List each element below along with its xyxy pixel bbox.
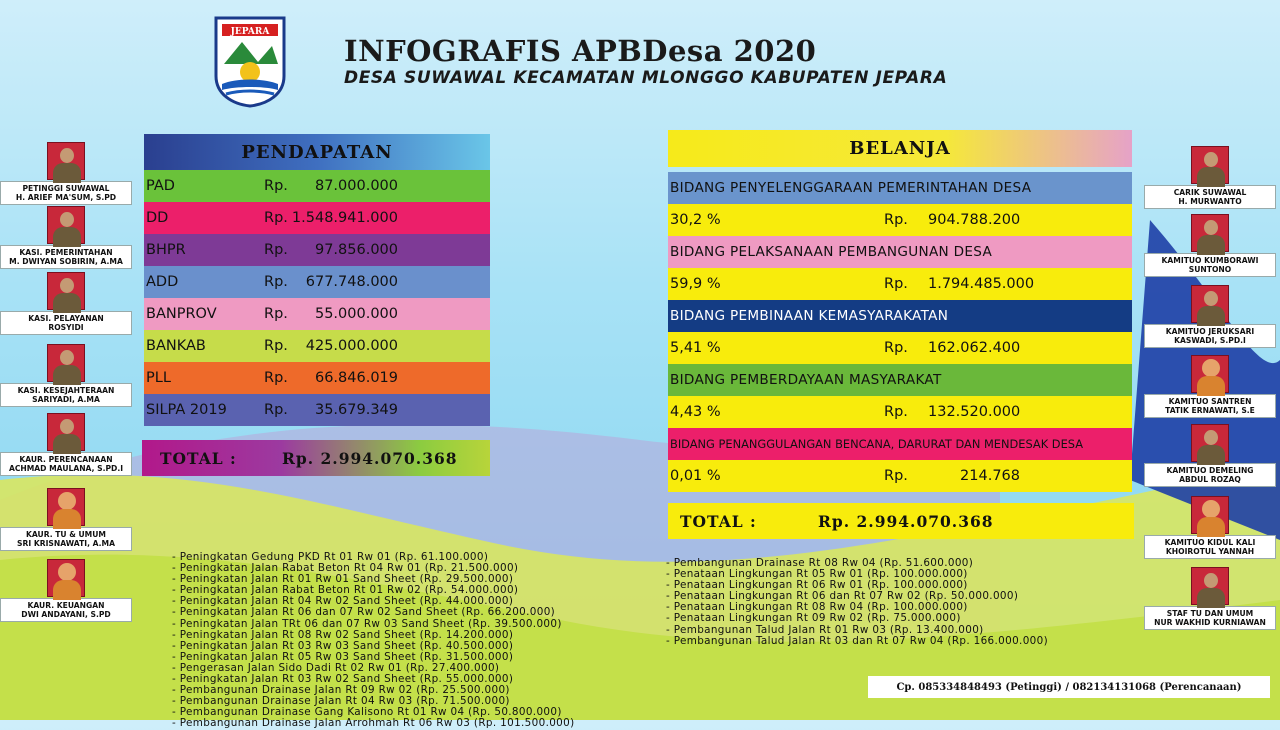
staff-photo bbox=[47, 344, 85, 382]
project-item: - Pembangunan Drainase Jalan Rt 04 Rw 03 (Rp. 71.500.000) bbox=[172, 695, 510, 708]
belanja-currency: Rp. bbox=[884, 340, 908, 356]
staff-name: SRI KRISNAWATI, A.MA bbox=[17, 539, 115, 548]
pendapatan-currency: Rp. bbox=[264, 402, 288, 418]
staff-name: SUNTONO bbox=[1188, 265, 1232, 274]
pendapatan-amount: 87.000.000 bbox=[314, 178, 398, 194]
pendapatan-amount: 1.548.941.000 bbox=[291, 210, 398, 226]
project-item: - Pengerasan Jalan Sido Dadi Rt 02 Rw 01 (Rp. 27.400.000) bbox=[172, 661, 500, 674]
staff-photo bbox=[47, 142, 85, 180]
staff-name: H. ARIEF MA'SUM, S.PD bbox=[15, 193, 117, 202]
staff-card bbox=[1144, 567, 1276, 630]
page-title: INFOGRAFIS APBDesa 2020 bbox=[344, 34, 817, 68]
belanja-value-row bbox=[668, 332, 1132, 364]
staff-position: KAMITUO KIDUL KALI bbox=[1164, 538, 1256, 547]
staff-photo bbox=[1191, 214, 1229, 252]
staff-photo bbox=[47, 488, 85, 526]
photo-head bbox=[60, 278, 74, 293]
pendapatan-amount: 35.679.349 bbox=[314, 402, 398, 418]
photo-body bbox=[53, 293, 81, 313]
pendapatan-source: PLL bbox=[146, 370, 171, 386]
photo-head bbox=[58, 563, 76, 581]
staff-nameplate bbox=[0, 527, 132, 551]
project-item: - Pembangunan Drainase Jalan Rt 09 Rw 02 (Rp. 25.500.000) bbox=[172, 684, 510, 697]
project-item: - Pembangunan Talud Jalan Rt 01 Rw 03 (Rp. 13.400.000) bbox=[666, 623, 984, 636]
photo-head bbox=[1204, 430, 1218, 445]
staff-position: KAMITUO JERUKSARI bbox=[1165, 327, 1255, 336]
photo-head bbox=[58, 492, 76, 510]
staff-card bbox=[0, 559, 132, 622]
project-item: - Pembangunan Talud Jalan Rt 03 dan Rt 07 Rw 04 (Rp. 166.000.000) bbox=[666, 634, 1048, 647]
photo-head bbox=[60, 419, 74, 434]
belanja-heading: BELANJA bbox=[668, 130, 1132, 167]
project-item: - Peningkatan Jalan Rt 01 Rw 01 Sand Sheet (Rp. 29.500.000) bbox=[172, 573, 514, 586]
staff-photo bbox=[1191, 355, 1229, 393]
belanja-category: BIDANG PEMBERDAYAAN MASYARAKAT bbox=[668, 364, 1132, 396]
pendapatan-currency: Rp. bbox=[264, 242, 288, 258]
staff-nameplate bbox=[0, 311, 132, 335]
belanja-value-row bbox=[668, 268, 1132, 300]
pendapatan-currency: Rp. bbox=[264, 306, 288, 322]
photo-body bbox=[1197, 235, 1225, 255]
staff-card bbox=[0, 206, 132, 269]
staff-name: NUR WAKHID KURNIAWAN bbox=[1154, 618, 1266, 627]
staff-photo bbox=[1191, 424, 1229, 462]
pendapatan-row bbox=[144, 202, 490, 234]
belanja-amount: 214.768 bbox=[960, 468, 1020, 484]
staff-card bbox=[1144, 496, 1276, 559]
project-item: - Peningkatan Jalan Rt 06 dan 07 Rw 02 Sand Sheet (Rp. 66.200.000) bbox=[172, 606, 556, 619]
projects-list-left bbox=[172, 552, 575, 730]
project-item: - Peningkatan Jalan Rabat Beton Rt 01 Rw 02 (Rp. 54.000.000) bbox=[172, 584, 519, 597]
staff-card bbox=[0, 272, 132, 335]
staff-card bbox=[0, 344, 132, 407]
pendapatan-row bbox=[144, 394, 490, 426]
photo-head bbox=[1204, 152, 1218, 167]
pendapatan-row bbox=[144, 234, 490, 266]
staff-nameplate bbox=[1144, 253, 1276, 277]
photo-body bbox=[1197, 376, 1225, 396]
belanja-category: BIDANG PENYELENGGARAAN PEMERINTAHAN DESA bbox=[668, 172, 1132, 204]
staff-photo bbox=[1191, 146, 1229, 184]
belanja-percent: 0,01 % bbox=[670, 468, 721, 484]
pendapatan-row bbox=[144, 298, 490, 330]
staff-card bbox=[1144, 285, 1276, 348]
staff-photo bbox=[1191, 285, 1229, 323]
jepara-logo-icon bbox=[212, 14, 288, 108]
staff-photo bbox=[1191, 567, 1229, 605]
project-item: - Peningkatan Jalan Rt 05 Rw 03 Sand Sheet (Rp. 31.500.000) bbox=[172, 650, 514, 663]
staff-name: ABDUL ROZAQ bbox=[1179, 475, 1241, 484]
belanja-total bbox=[668, 503, 1134, 539]
logo-text: JEPARA bbox=[230, 27, 270, 37]
staff-photo bbox=[47, 272, 85, 310]
belanja-amount: 904.788.200 bbox=[928, 212, 1021, 228]
pendapatan-source: BANPROV bbox=[146, 306, 217, 322]
project-item: - Pembangunan Drainase Gang Kalisono Rt 01 Rw 04 (Rp. 50.800.000) bbox=[172, 706, 562, 719]
pendapatan-row bbox=[144, 170, 490, 202]
project-item: - Peningkatan Jalan Rt 03 Rw 02 Sand Sheet (Rp. 55.000.000) bbox=[172, 673, 514, 686]
photo-body bbox=[1197, 588, 1225, 608]
belanja-percent: 4,43 % bbox=[670, 404, 721, 420]
staff-name: ACHMAD MAULANA, S.PD.I bbox=[8, 464, 124, 473]
belanja-percent: 5,41 % bbox=[670, 340, 721, 356]
staff-position: KASI. PELAYANAN bbox=[28, 314, 104, 323]
photo-head bbox=[60, 148, 74, 163]
page-subtitle: DESA SUWAWAL KECAMATAN MLONGGO KABUPATEN JEPARA bbox=[344, 68, 948, 88]
photo-body bbox=[53, 509, 81, 529]
staff-name: KHOIROTUL YANNAH bbox=[1165, 547, 1255, 556]
photo-body bbox=[1197, 517, 1225, 537]
pendapatan-amount: 425.000.000 bbox=[305, 338, 398, 354]
project-item: - Penataan Lingkungan Rt 08 Rw 04 (Rp. 100.000.000) bbox=[666, 601, 968, 614]
photo-body bbox=[1197, 306, 1225, 326]
belanja-value-row bbox=[668, 460, 1132, 492]
project-item: - Penataan Lingkungan Rt 05 Rw 01 (Rp. 100.000.000) bbox=[666, 568, 968, 581]
staff-name: KASWADI, S.PD.I bbox=[1174, 336, 1246, 345]
staff-nameplate bbox=[1144, 535, 1276, 559]
staff-position: KAMITUO SANTREN bbox=[1168, 397, 1252, 406]
pendapatan-source: SILPA 2019 bbox=[146, 402, 227, 418]
pendapatan-amount: 677.748.000 bbox=[305, 274, 398, 290]
staff-position: KASI. PEMERINTAHAN bbox=[19, 248, 113, 257]
pendapatan-row bbox=[144, 266, 490, 298]
staff-nameplate bbox=[1144, 606, 1276, 630]
project-item: - Penataan Lingkungan Rt 06 dan Rt 07 Rw 02 (Rp. 50.000.000) bbox=[666, 590, 1019, 603]
belanja-category: BIDANG PELAKSANAAN PEMBANGUNAN DESA bbox=[668, 236, 1132, 268]
staff-name: DWI ANDAYANI, S.PD bbox=[21, 610, 111, 619]
staff-nameplate bbox=[1144, 394, 1276, 418]
belanja-category: BIDANG PEMBINAAN KEMASYARAKATAN bbox=[668, 300, 1132, 332]
belanja-amount: 162.062.400 bbox=[928, 340, 1021, 356]
belanja-currency: Rp. bbox=[884, 468, 908, 484]
project-item: - Pembangunan Drainase Rt 08 Rw 04 (Rp. 51.600.000) bbox=[666, 557, 974, 569]
photo-head bbox=[60, 350, 74, 365]
photo-body bbox=[53, 434, 81, 454]
pendapatan-row bbox=[144, 330, 490, 362]
project-item: - Peningkatan Jalan Rt 03 Rw 03 Sand Sheet (Rp. 40.500.000) bbox=[172, 639, 514, 652]
photo-head bbox=[1202, 500, 1220, 518]
staff-position: STAF TU DAN UMUM bbox=[1166, 609, 1254, 618]
pendapatan-total-label: TOTAL : bbox=[160, 448, 237, 468]
photo-head bbox=[1204, 573, 1218, 588]
belanja-value-row bbox=[668, 204, 1132, 236]
pendapatan-currency: Rp. bbox=[264, 370, 288, 386]
contact-bar: Cp. 085334848493 (Petinggi) / 082134131068 (Perencanaan) bbox=[868, 676, 1270, 698]
pendapatan-source: BHPR bbox=[146, 242, 186, 258]
staff-position: KAUR. PERENCANAAN bbox=[19, 455, 113, 464]
pendapatan-total bbox=[142, 440, 490, 476]
pendapatan-currency: Rp. bbox=[264, 178, 288, 194]
staff-position: KAMITUO DEMELING bbox=[1166, 466, 1254, 475]
belanja-table bbox=[668, 130, 1132, 492]
pendapatan-source: BANKAB bbox=[146, 338, 206, 354]
staff-nameplate bbox=[1144, 185, 1276, 209]
pendapatan-row bbox=[144, 362, 490, 394]
photo-body bbox=[53, 227, 81, 247]
staff-card bbox=[1144, 355, 1276, 418]
photo-head bbox=[60, 212, 74, 227]
pendapatan-amount: 66.846.019 bbox=[314, 370, 398, 386]
staff-nameplate bbox=[0, 598, 132, 622]
staff-name: SARIYADI, A.MA bbox=[32, 395, 100, 404]
staff-position: KAUR. TU & UMUM bbox=[26, 530, 106, 539]
staff-position: KAMITUO KUMBORAWI bbox=[1161, 256, 1259, 265]
staff-nameplate bbox=[1144, 324, 1276, 348]
pendapatan-source: PAD bbox=[146, 178, 175, 194]
staff-nameplate bbox=[1144, 463, 1276, 487]
belanja-currency: Rp. bbox=[884, 212, 908, 228]
project-item: - Penataan Lingkungan Rt 06 Rw 01 (Rp. 100.000.000) bbox=[666, 579, 968, 592]
pendapatan-table bbox=[144, 134, 490, 426]
pendapatan-total-value: Rp. 2.994.070.368 bbox=[282, 448, 458, 468]
belanja-category: BIDANG PENANGGULANGAN BENCANA, DARURAT DAN MENDESAK DESA bbox=[668, 428, 1132, 460]
belanja-currency: Rp. bbox=[884, 276, 908, 292]
photo-head bbox=[1204, 220, 1218, 235]
belanja-amount: 132.520.000 bbox=[928, 404, 1021, 420]
project-item: - Pembangunan Drainase Jalan Arrohmah Rt 06 Rw 03 (Rp. 101.500.000) bbox=[172, 717, 575, 730]
belanja-percent: 30,2 % bbox=[670, 212, 721, 228]
belanja-value-row bbox=[668, 396, 1132, 428]
staff-card bbox=[0, 142, 132, 205]
staff-card bbox=[1144, 214, 1276, 277]
staff-nameplate bbox=[0, 245, 132, 269]
staff-card bbox=[0, 488, 132, 551]
pendapatan-source: ADD bbox=[146, 274, 179, 290]
project-item: - Peningkatan Jalan Rt 08 Rw 02 Sand Sheet (Rp. 14.200.000) bbox=[172, 628, 514, 641]
staff-card bbox=[1144, 424, 1276, 487]
belanja-currency: Rp. bbox=[884, 404, 908, 420]
pendapatan-heading: PENDAPATAN bbox=[144, 134, 490, 170]
staff-card bbox=[1144, 146, 1276, 209]
projects-list-right bbox=[666, 558, 1048, 647]
pendapatan-currency: Rp. bbox=[264, 274, 288, 290]
staff-position: CARIK SUWAWAL bbox=[1173, 188, 1247, 197]
staff-nameplate bbox=[0, 383, 132, 407]
belanja-total-value: Rp. 2.994.070.368 bbox=[818, 512, 994, 531]
project-item: - Peningkatan Jalan Rabat Beton Rt 04 Rw 01 (Rp. 21.500.000) bbox=[172, 562, 519, 575]
belanja-total-label: TOTAL : bbox=[680, 512, 757, 531]
project-item: - Peningkatan Gedung PKD Rt 01 Rw 01 (Rp. 61.100.000) bbox=[172, 551, 489, 563]
project-item: - Peningkatan Jalan Rt 04 Rw 02 Sand Sheet (Rp. 44.000.000) bbox=[172, 595, 514, 608]
staff-position: KASI. KESEJAHTERAAN bbox=[17, 386, 115, 395]
staff-photo bbox=[47, 206, 85, 244]
staff-name: TATIK ERNAWATI, S.E bbox=[1165, 406, 1255, 415]
belanja-amount: 1.794.485.000 bbox=[928, 276, 1035, 292]
staff-name: H. MURWANTO bbox=[1178, 197, 1242, 206]
photo-body bbox=[1197, 167, 1225, 187]
photo-head bbox=[1204, 291, 1218, 306]
pendapatan-amount: 55.000.000 bbox=[314, 306, 398, 322]
photo-body bbox=[53, 580, 81, 600]
staff-photo bbox=[47, 559, 85, 597]
pendapatan-amount: 97.856.000 bbox=[314, 242, 398, 258]
staff-position: KAUR. KEUANGAN bbox=[27, 601, 105, 610]
pendapatan-currency: Rp. bbox=[264, 210, 288, 226]
staff-photo bbox=[1191, 496, 1229, 534]
pendapatan-currency: Rp. bbox=[264, 338, 288, 354]
photo-body bbox=[53, 163, 81, 183]
staff-name: M. DWIYAN SOBIRIN, A.MA bbox=[9, 257, 123, 266]
staff-position: PETINGGI SUWAWAL bbox=[22, 184, 110, 193]
belanja-percent: 59,9 % bbox=[670, 276, 721, 292]
project-item: - Penataan Lingkungan Rt 09 Rw 02 (Rp. 75.000.000) bbox=[666, 612, 961, 625]
staff-nameplate bbox=[0, 452, 132, 476]
photo-head bbox=[1202, 359, 1220, 377]
pendapatan-source: DD bbox=[146, 210, 169, 226]
staff-card bbox=[0, 413, 132, 476]
staff-nameplate bbox=[0, 181, 132, 205]
project-item: - Peningkatan Jalan TRt 06 dan 07 Rw 03 Sand Sheet (Rp. 39.500.000) bbox=[172, 617, 562, 630]
photo-body bbox=[1197, 445, 1225, 465]
staff-photo bbox=[47, 413, 85, 451]
staff-name: ROSYIDI bbox=[48, 323, 84, 332]
photo-body bbox=[53, 365, 81, 385]
